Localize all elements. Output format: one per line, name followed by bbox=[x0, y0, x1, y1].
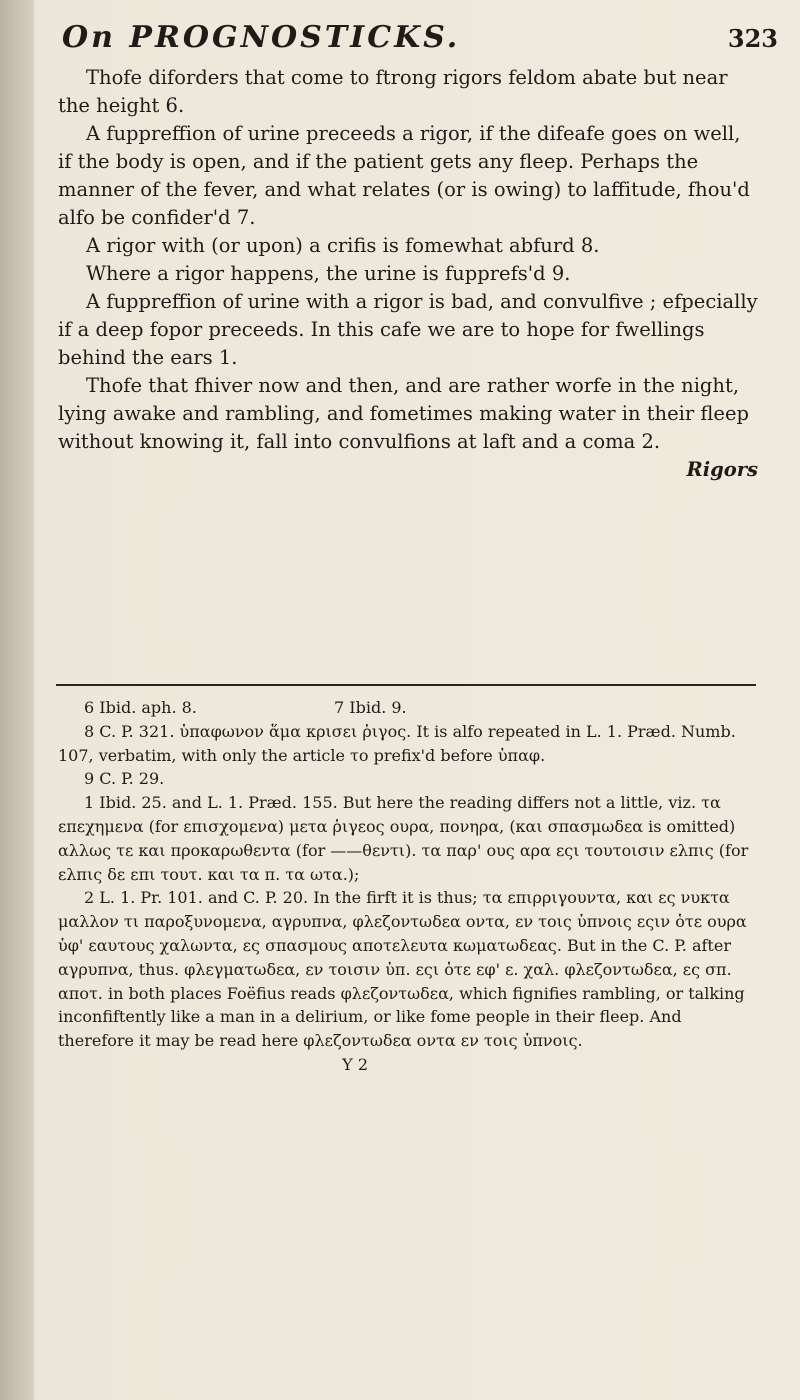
paragraph: Where a rigor happens, the urine is fupprefs'd 9. bbox=[86, 262, 571, 285]
paragraph: Thofe diforders that come to ftrong rigors feldom abate but near the height 6. bbox=[58, 66, 728, 117]
paragraph: A fuppreffion of urine with a rigor is bad, and convulfive ; efpecially if a deep fopor preceeds. In this cafe we are to hope for fwellings behind the ears 1. bbox=[58, 290, 758, 369]
running-head: On PROGNOSTICKS. bbox=[62, 20, 461, 55]
binding-gutter bbox=[0, 0, 34, 1400]
footnote-6: 6 Ibid. aph. 8. bbox=[84, 698, 197, 717]
footnote-9: 9 C. P. 29. bbox=[84, 769, 165, 789]
footnote-1: 1 Ibid. 25. and L. 1. Præd. 155. But here the reading differs not a little, viz. τα επεχημενα (for επισχομενα) μετα ῥιγεος ουρα, πονηρα, (και σπασμωδεα is omitted) αλλως τε και προκαρωθεντα (for ——θεντι). τα παρ' ους αρα εςι τουτοισιν ελπις (for ελπις δε επι τουτ. και τα π. τα ωτα.); bbox=[58, 793, 749, 884]
paragraph: A fuppreffion of urine preceeds a rigor, if the difeafe goes on well, if the body is open, and if the patient gets any fleep. Perhaps the manner of the fever, and what relates (or is owing) to laffitude, fhou'd alfo be confider'd 7. bbox=[58, 122, 750, 229]
main-text bbox=[58, 64, 758, 484]
footnote-8: 8 C. P. 321. ὑπαφωνον ἅμα κρισει ῥιγος. It is alfo repeated in L. 1. Præd. Numb. 107, verbatim, with only the article το prefix'd before ὑπαφ. bbox=[58, 721, 736, 765]
catchword: Rigors bbox=[686, 458, 758, 481]
page-header bbox=[62, 20, 778, 60]
footnote-refs-row bbox=[58, 696, 758, 720]
paragraph: A rigor with (or upon) a crifis is fomewhat abfurd 8. bbox=[86, 234, 600, 257]
footnote-7: 7 Ibid. 9. bbox=[334, 698, 407, 717]
page-number: 323 bbox=[727, 24, 778, 53]
footnotes bbox=[58, 696, 758, 1077]
signature-mark: Y 2 bbox=[342, 1054, 368, 1074]
footnote-rule bbox=[56, 684, 756, 686]
footnote-2: 2 L. 1. Pr. 101. and C. P. 20. In the firft it is thus; τα επιρριγουντα, και ες νυκτα μαλλον τι παροξυνομενα, αγρυπνα, φλεζοντωδεα οντα, εν τοις ὑπνοις εςιν ὁτε ουρα ὑφ' εαυτους χαλωντα, ες σπασμους αποτελευτα κωματωδεας. But in the C. P. after αγρυπνα, thus. φλεγματωδεα, εν τοισιν ὑπ. εςι ὁτε εφ' ε. χαλ. φλεζοντωδεα, ες σπ. αποτ. in both places Foëfius reads φλεζοντωδεα, which fignifies rambling, or talking inconfiftently like a man in a delirium, or like fome people in their fleep. And therefore it may be read here φλεζοντωδεα οντα εν τοις ὑπνοις. bbox=[58, 888, 747, 1051]
paragraph: Thofe that fhiver now and then, and are rather worfe in the night, lying awake and rambling, and fometimes making water in their fleep without knowing it, fall into convulfions at laft and a coma 2. bbox=[58, 374, 749, 453]
